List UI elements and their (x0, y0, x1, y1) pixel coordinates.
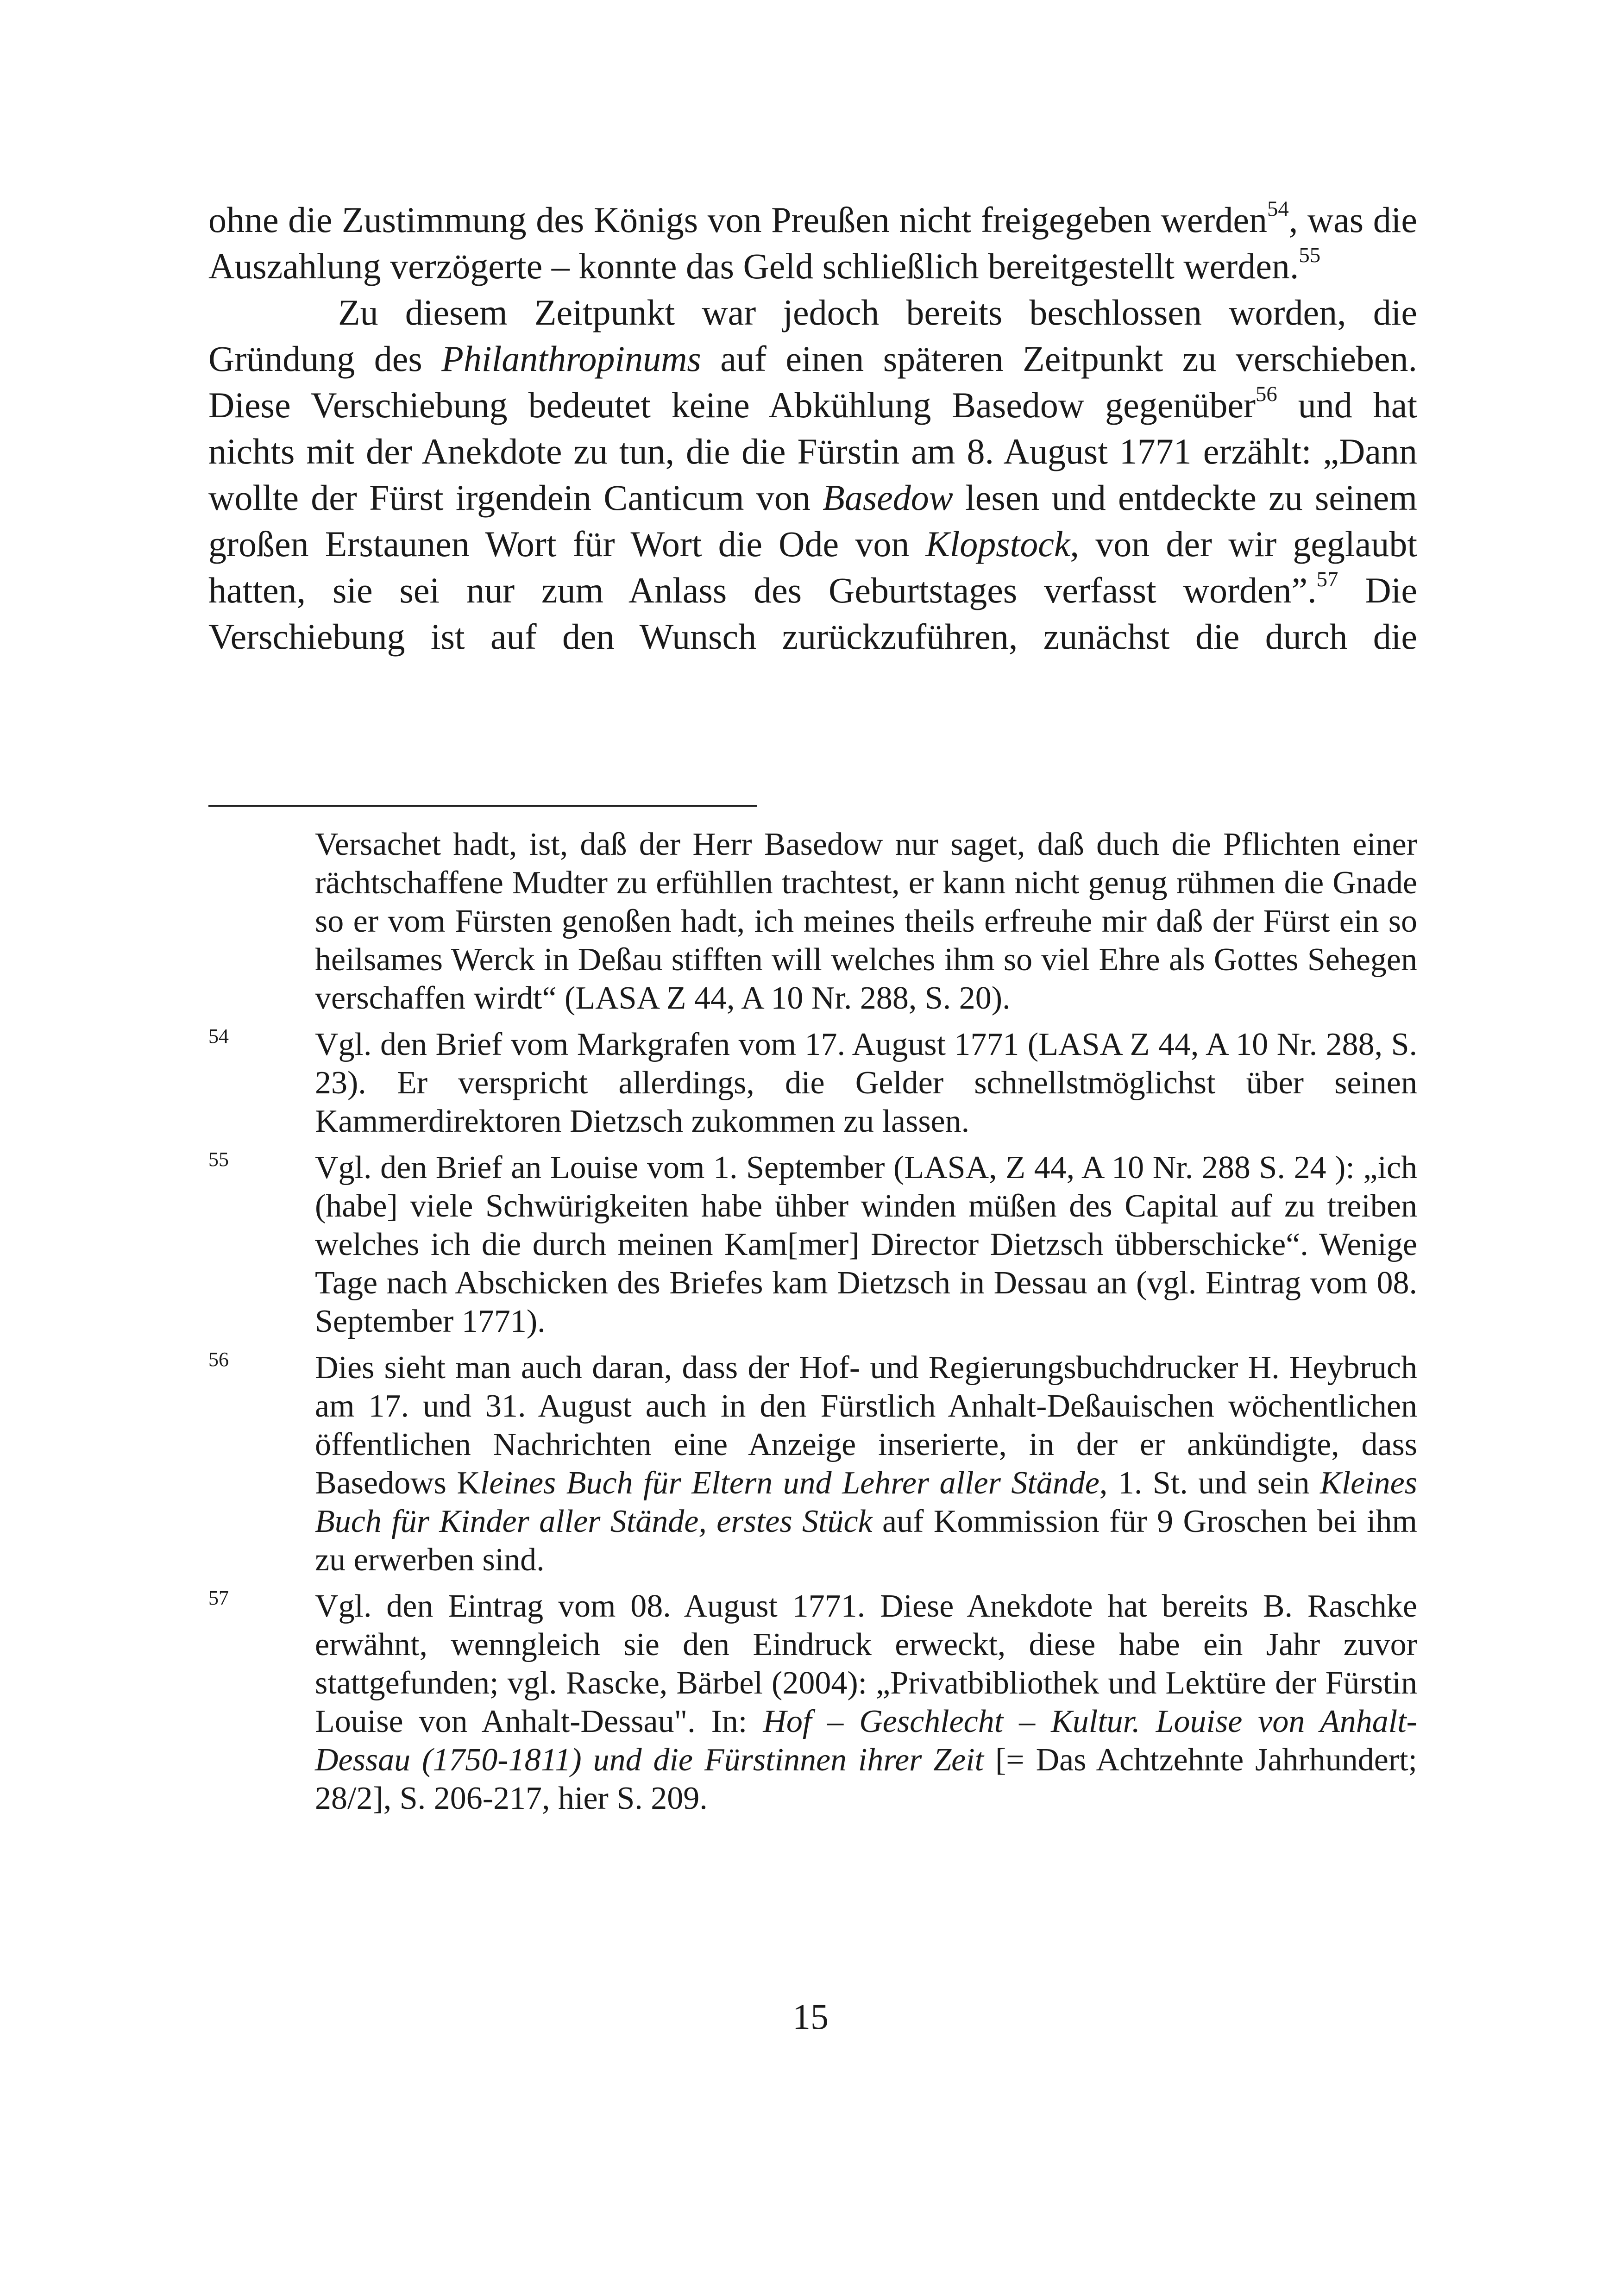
paragraph-2 (208, 289, 1417, 660)
text-run: auf einen späteren Zeitpunkt zu verschieben. Diese Verschiebung bedeutet keine Abkühlung Basedow gegenüber (208, 339, 1417, 425)
footnote-55 (208, 1148, 1417, 1341)
footnote-ref-55[interactable]: 55 (1299, 243, 1321, 267)
footnote-ref-54[interactable]: 54 (1267, 196, 1289, 221)
footnote-text: Vgl. den Brief vom Markgrafen vom 17. August 1771 (LASA Z 44, A 10 Nr. 288, S. 23). Er verspricht allerdings, die Gelder schnellstmöglichst über seinen Kammerdirektoren Dietzsch zukommen zu lassen. (315, 1027, 1417, 1139)
text-run: Die Verschiebung ist auf den Wunsch zurückzuführen, zunächst die durch die (208, 570, 1417, 657)
footnote-text: [= Das Achtzehnte Jahrhundert; 28/2], S. 206-217, hier S. 209. (315, 1742, 1417, 1816)
text-run: ohne die Zustimmung des Königs von Preußen nicht freigegeben werden (208, 200, 1268, 240)
text-run: , von der wir geglaubt hatten, sie sei nur zum Anlass des Geburtstages verfasst worden”. (208, 524, 1417, 610)
text-run: Zu diesem Zeitpunkt war jedoch bereits beschlossen worden, die Gründung des (208, 292, 1417, 379)
footnote-number: 54 (208, 1025, 229, 1048)
footnote-54 (208, 1025, 1417, 1141)
text-run: und hat nichts mit der Anekdote zu tun, die die Fürstin am 8. August 1771 erzählt: „Dann wollte der Fürst irgendein Canticum von (208, 385, 1417, 518)
footnotes (208, 825, 1417, 1826)
footnote-57 (208, 1587, 1417, 1818)
footnote-number: 56 (208, 1348, 229, 1371)
italic-term: Basedow (823, 477, 953, 518)
footnote-text: Versachet hadt, ist, daß der Herr Basedow nur saget, daß duch die Pflichten einer rächtschaffene Mudter zu erfühllen trachtest, er kann nicht genug rühmen die Gnade so er vom Fürsten genoßen hadt, ich meines theils erfreuhe mir daß der Fürst ein so heilsames Werck in Deßau stifften will welches ihm so viel Ehre als Gottes Sehegen verschaffen wirdt“ (LASA Z 44, A 10 Nr. 288, S. 20). (315, 827, 1417, 1016)
italic-title: Hof – Geschlecht – Kultur. Louise von Anhalt-Dessau (1750-1811) und die Fürstinnen ihrer Zeit (315, 1704, 1417, 1778)
footnote-separator (208, 805, 757, 807)
footnote-text: Dies sieht man auch daran, dass der Hof- und Regierungsbuchdrucker H. Heybruch am 17. und 31. August auch in den Fürstlich Anhalt-Deßauischen wöchentlichen öffentlichen Nachrichten eine Anzeige inserierte, in der er ankündigte, dass Basedows K (315, 1350, 1417, 1501)
italic-title: Kleines Buch für Kinder aller Stände, erstes Stück (315, 1465, 1417, 1539)
footnote-ref-57[interactable]: 57 (1316, 567, 1338, 591)
footnote-number: 57 (208, 1587, 229, 1609)
footnote-number: 55 (208, 1148, 229, 1171)
footnote-text: Vgl. den Brief an Louise vom 1. September (LASA, Z 44, A 10 Nr. 288 S. 24 ): „ich (habe] viele Schwürigkeiten habe ühber winden müßen des Capital auf zu treiben welches ich die durch meinen Kam[mer] Director Dietzsch übberschicke“. Wenige Tage nach Abschicken des Briefes kam Dietzsch in Dessau an (vgl. Eintrag vom 08. September 1771). (315, 1150, 1417, 1339)
footnote-text: Vgl. den Eintrag vom 08. August 1771. Diese Anekdote hat bereits B. Raschke erwähnt, wenngleich sie den Eindruck erweckt, diese habe ein Jahr zuvor stattgefunden; vgl. Rascke, Bärbel (2004): „Privatbibliothek und Lektüre der Fürstin Louise von Anhalt-Dessau". In: (315, 1588, 1417, 1739)
footnote-text: , 1. St. und sein (1099, 1465, 1320, 1501)
footnote-text: auf Kommission für 9 Groschen bei ihm zu erwerben sind. (315, 1504, 1417, 1578)
text-run: lesen und entdeckte zu seinem großen Erstaunen Wort für Wort die Ode von (208, 477, 1417, 564)
italic-term: Klopstock (925, 524, 1070, 564)
footnote-continuation (208, 825, 1417, 1017)
paragraph-1 (208, 197, 1417, 289)
footnote-ref-56[interactable]: 56 (1256, 382, 1277, 406)
page-number: 15 (792, 1996, 829, 2037)
text-run: , was die Auszahlung verzögerte – konnte das Geld schließlich bereitgestellt werden. (208, 200, 1417, 286)
footnote-56 (208, 1349, 1417, 1579)
italic-title: leines Buch für Eltern und Lehrer aller Stände (480, 1465, 1100, 1501)
italic-term: Philanthropinums (441, 339, 701, 379)
main-text (208, 197, 1417, 660)
